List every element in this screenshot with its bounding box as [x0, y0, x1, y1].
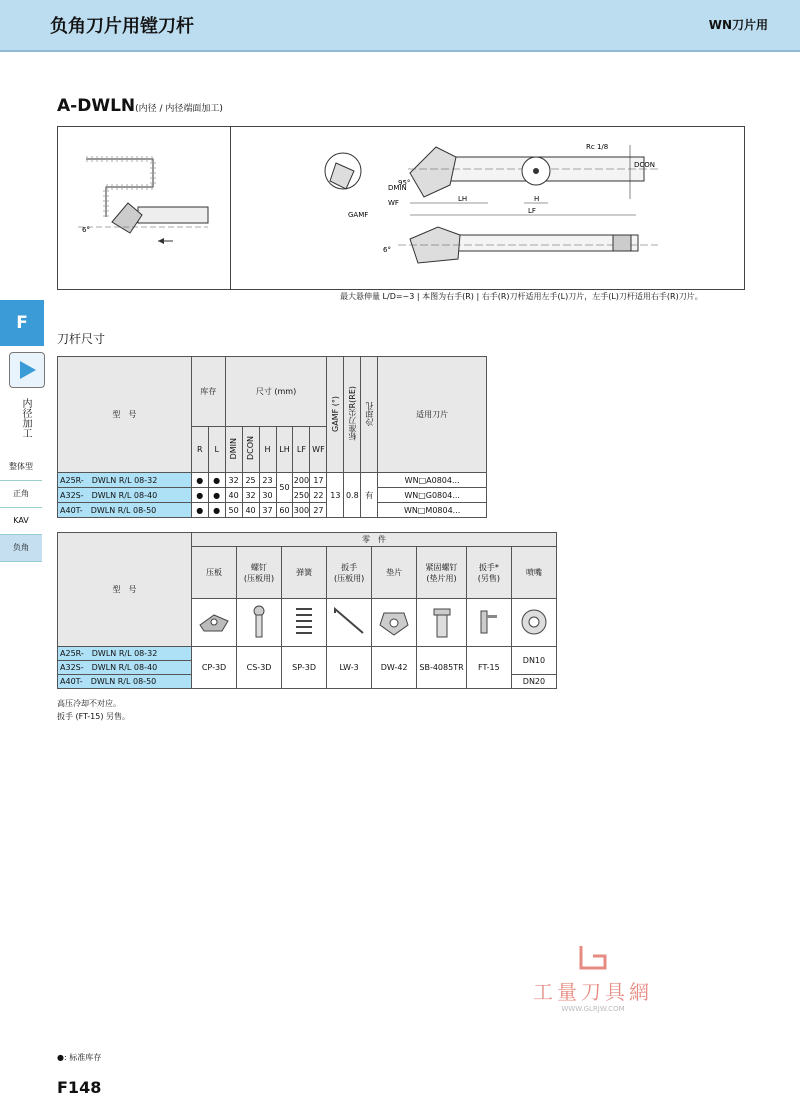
sub-l: L: [208, 427, 225, 473]
sub-r: R: [191, 427, 208, 473]
header-tag: WN刀片用: [708, 18, 768, 32]
re-cell: 0.8: [344, 473, 361, 518]
holder-dimension-table: [57, 356, 487, 518]
lf-cell: 200: [293, 473, 310, 488]
shim-icon: [372, 599, 417, 647]
insert-cell: WN□M0804...: [378, 503, 487, 518]
sub-h: H: [259, 427, 276, 473]
wrench-value: LW-3: [327, 647, 372, 689]
label-95: 95°: [398, 179, 411, 187]
spring-value: SP-3D: [282, 647, 327, 689]
label-rc: Rc 1/8: [586, 143, 609, 151]
shim-screw-value: SB-4085TR: [417, 647, 467, 689]
h-cell: 23: [259, 473, 276, 488]
col-nozzle: 喷嘴: [511, 547, 556, 599]
gamf-cell: 13: [327, 473, 344, 518]
h-cell: 37: [259, 503, 276, 518]
sidebar-vertical-label: 内径加工: [20, 398, 31, 438]
table-row: [58, 647, 557, 661]
stock-r: ●: [191, 488, 208, 503]
sidebar-item-negative[interactable]: 负角: [0, 535, 42, 562]
watermark-logo: [573, 942, 613, 972]
page-title: 负角刀片用镗刀杆: [50, 16, 194, 37]
col-shim: 垫片: [372, 547, 417, 599]
stock-r: ●: [191, 473, 208, 488]
col-shim-screw: 紧固螺钉 (垫片用): [417, 547, 467, 599]
sub-dcon: DCON: [242, 427, 259, 473]
label-h: H: [534, 195, 540, 203]
coolant-cell: 有: [361, 473, 378, 518]
table-row: [58, 503, 487, 518]
nozzle-value: DN10: [511, 647, 556, 675]
legend: ●: 标准库存: [57, 1053, 102, 1062]
wf-cell: 27: [310, 503, 327, 518]
label-6b: 6°: [82, 226, 90, 234]
dcon-cell: 40: [242, 503, 259, 518]
model-cell: A25R- DWLN R/L 08-32: [58, 647, 192, 661]
dcon-cell: 32: [242, 488, 259, 503]
dmin-cell: 40: [225, 488, 242, 503]
watermark-url: WWW.GLRJW.COM: [561, 1005, 625, 1013]
insert-cell: WN□A0804...: [378, 473, 487, 488]
model-sub: (内径 / 内径端面加工): [135, 104, 223, 114]
col-screw: 螺钉 (压板用): [237, 547, 282, 599]
label-dmin: DMIN: [388, 184, 407, 192]
insert-cell: WN□G0804...: [378, 488, 487, 503]
label-wf: WF: [388, 199, 399, 207]
section-title: 刀杆尺寸: [57, 332, 106, 346]
shim-screw-icon: [417, 599, 467, 647]
col-wrench-sold: 扳手* (另售): [466, 547, 511, 599]
boring-tool-icon: [9, 352, 45, 388]
label-lh: LH: [458, 195, 468, 203]
col-wrench: 扳手 (压板用): [327, 547, 372, 599]
clamp-icon: [192, 599, 237, 647]
footnote-coolant: 高压冷却不对应。: [57, 699, 121, 708]
wrench-icon: [327, 599, 372, 647]
shim-value: DW-42: [372, 647, 417, 689]
spring-icon: [282, 599, 327, 647]
table-row: [58, 488, 487, 503]
parts-table: [57, 532, 557, 689]
sub-wf: WF: [310, 427, 327, 473]
model-title: [57, 96, 223, 116]
stock-header: 库存: [191, 357, 225, 427]
model-cell: A32S- DWLN R/L 08-40: [58, 661, 192, 675]
screw-icon: [237, 599, 282, 647]
model-name: A-DWLN: [57, 96, 136, 116]
model-cell: A40T- DWLN R/L 08-50: [58, 503, 192, 518]
model-header: 型 号: [58, 357, 192, 473]
dmin-cell: 32: [225, 473, 242, 488]
sidebar-item-solid[interactable]: 整体型: [0, 454, 42, 481]
gamf-header: GAMF (°): [327, 357, 344, 473]
re-header: 标准刀尖R(RE): [344, 357, 361, 473]
diagram-note: 最大悬伸量 L/D=~3 | 本图为右手(R) | 右手(R)刀杆适用左手(L)刀片，左手(L)刀杆适用右手(R)刀片。: [340, 292, 703, 301]
stock-r: ●: [191, 503, 208, 518]
sidebar-nav: [0, 454, 42, 562]
model-cell: A40T- DWLN R/L 08-50: [58, 675, 192, 689]
sub-lh: LH: [276, 427, 293, 473]
model-cell: A32S- DWLN R/L 08-40: [58, 488, 192, 503]
model-cell: A25R- DWLN R/L 08-32: [58, 473, 192, 488]
table-row: [58, 473, 487, 488]
parts-model-header: 型 号: [58, 533, 192, 647]
section-letter: F: [0, 300, 44, 346]
torx-wrench-icon: [466, 599, 511, 647]
dims-header: 尺寸 (mm): [225, 357, 327, 427]
lh-cell: 50: [276, 473, 293, 503]
footnote-wrench: 扳手 (FT-15) 另售。: [57, 712, 131, 721]
wf-cell: 17: [310, 473, 327, 488]
clamp-value: CP-3D: [192, 647, 237, 689]
sub-lf: LF: [293, 427, 310, 473]
lf-cell: 250: [293, 488, 310, 503]
sidebar-item-kav[interactable]: KAV: [0, 508, 42, 535]
col-clamp: 压板: [192, 547, 237, 599]
lf-cell: 300: [293, 503, 310, 518]
screw-value: CS-3D: [237, 647, 282, 689]
watermark: [533, 942, 653, 1013]
stock-l: ●: [208, 473, 225, 488]
col-spring: 弹簧: [282, 547, 327, 599]
wf-cell: 22: [310, 488, 327, 503]
label-lf: LF: [528, 207, 536, 215]
label-gamf: GAMF: [348, 211, 369, 219]
page-number: F148: [57, 1078, 102, 1097]
label-dcon: DCON: [634, 161, 656, 169]
stock-l: ●: [208, 488, 225, 503]
insert-header: 适用刀片: [378, 357, 487, 473]
nozzle-value: DN20: [511, 675, 556, 689]
sidebar-item-positive[interactable]: 正角: [0, 481, 42, 508]
stock-l: ●: [208, 503, 225, 518]
wrench-sold-value: FT-15: [466, 647, 511, 689]
dcon-cell: 25: [242, 473, 259, 488]
tool-diagram: [57, 126, 745, 290]
dmin-cell: 50: [225, 503, 242, 518]
coolant-header: 冷却孔: [361, 357, 378, 473]
h-cell: 30: [259, 488, 276, 503]
label-6: 6°: [383, 246, 391, 254]
nozzle-icon: [511, 599, 556, 647]
watermark-text: 工量刀具網: [533, 980, 653, 1004]
lh-cell: 60: [276, 503, 293, 518]
parts-header: 零 件: [192, 533, 557, 547]
page-header: [0, 0, 800, 52]
sub-dmin: DMIN: [225, 427, 242, 473]
diagram-drawing: [58, 127, 744, 289]
